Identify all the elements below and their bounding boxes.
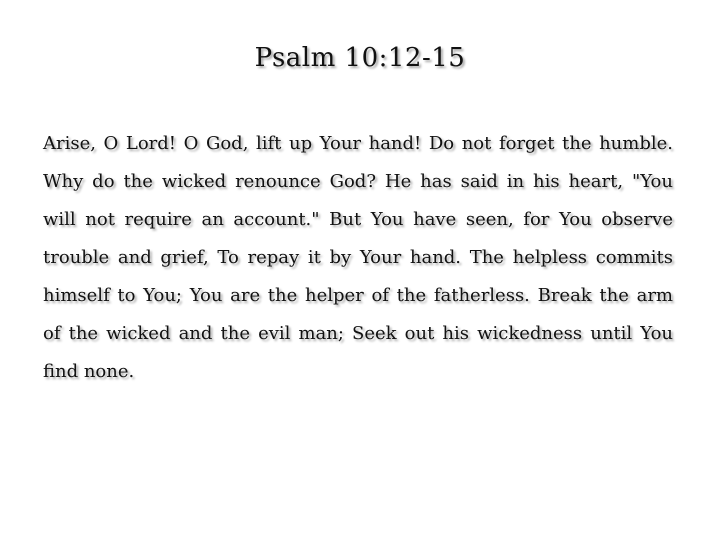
scripture-text — [43, 125, 673, 395]
text-line: trouble and grief, To repay it by Your hand. The helpless commits — [43, 247, 673, 268]
slide-title: Psalm 10:12-15 — [254, 43, 466, 73]
text-line: find none. — [43, 361, 135, 382]
text-line: Arise, O Lord! O God, lift up Your hand! Do not forget the humble. — [43, 133, 673, 154]
text-line: Why do the wicked renounce God? He has said in his heart, "You — [43, 171, 673, 192]
text-line: will not require an account." But You have seen, for You observe — [43, 209, 673, 230]
text-line: himself to You; You are the helper of the fatherless. Break the arm — [43, 285, 673, 306]
text-line: of the wicked and the evil man; Seek out his wickedness until You — [43, 323, 673, 344]
